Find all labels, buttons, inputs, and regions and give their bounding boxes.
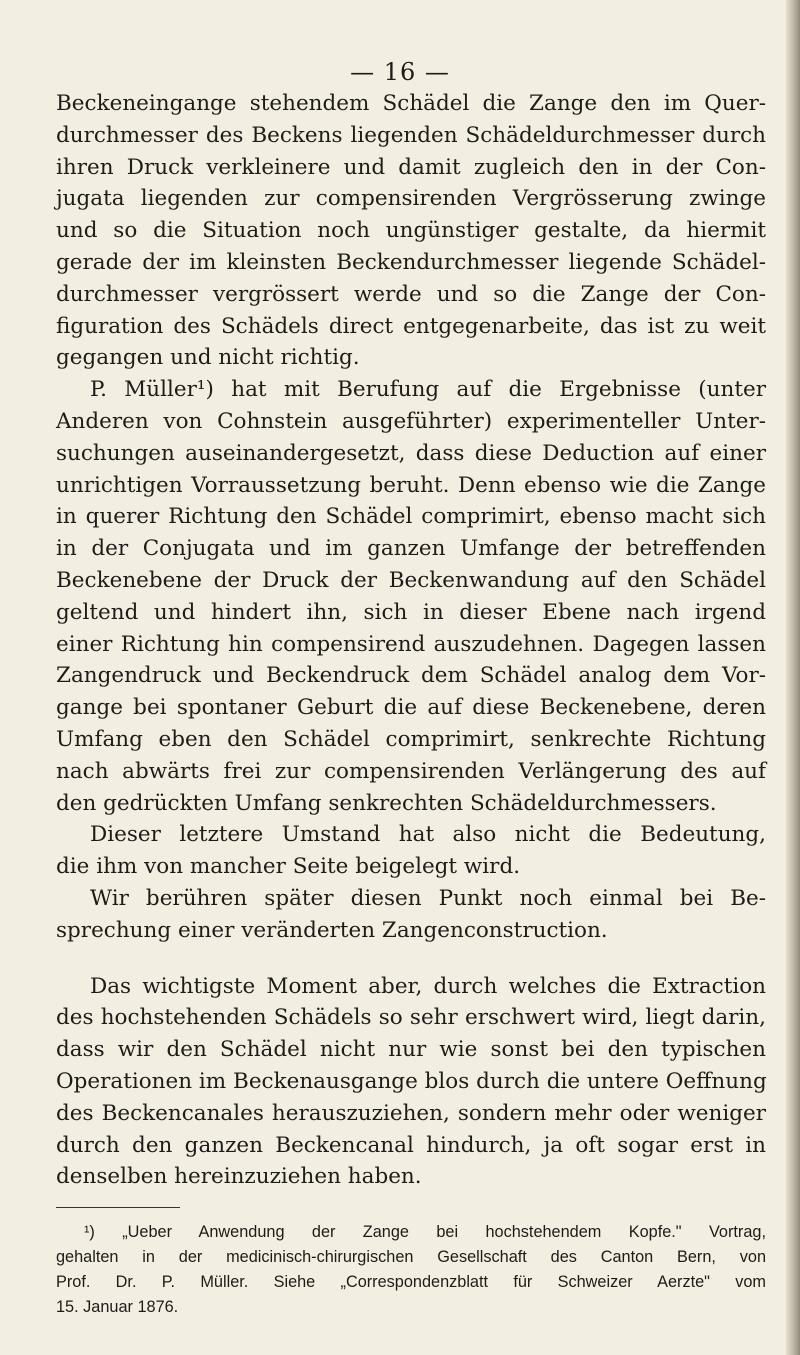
text-line: des hochstehenden Schädels so sehr erschwert wird, liegt darin, (56, 1005, 766, 1031)
paragraph-gap (56, 947, 766, 971)
text-line: den gedrückten Umfang senkrechten Schädeldurchmessers. (56, 790, 717, 816)
text-line: suchungen auseinandergesetzt, dass diese Deduction auf einer (56, 440, 766, 466)
text-line: dass wir den Schädel nicht nur wie sonst bei den typischen (56, 1037, 766, 1063)
paragraph-1 (56, 88, 766, 374)
text-line: Umfang eben den Schädel comprimirt, senkrechte Richtung (56, 726, 766, 752)
footnote-rule (56, 1207, 180, 1208)
text-line: Beckeneingange stehendem Schädel die Zange den im Quer- (56, 91, 766, 116)
text-line: ihren Druck verkleinere und damit zugleich den in der Con- (56, 154, 766, 180)
text-line: Anderen von Cohnstein ausgeführter) experimenteller Unter- (56, 408, 766, 434)
text-line: geltend und hindert ihn, sich in dieser Ebene nach irgend (56, 599, 766, 625)
footnote (56, 1220, 766, 1320)
text-line: in der Conjugata und im ganzen Umfange der betreffenden (56, 536, 766, 562)
text-line: gange bei spontaner Geburt die auf diese Beckenebene, deren (56, 695, 766, 721)
text-line: Beckenebene der Druck der Beckenwandung auf den Schädel (56, 567, 766, 593)
text-line: einer Richtung hin compensirend auszudehnen. Dagegen lassen (56, 631, 766, 657)
text-line: durchmesser des Beckens liegenden Schädeldurchmesser durch (56, 122, 766, 148)
page-edge-shadow (786, 0, 800, 1355)
text-line: denselben hereinzuziehen haben. (56, 1164, 422, 1190)
text-line: und so die Situation noch ungünstiger gestalte, da hiermit (56, 218, 766, 244)
text-line: in querer Richtung den Schädel comprimirt, ebenso macht sich (56, 504, 766, 530)
text-line: Das wichtigste Moment aber, durch welches die Extraction (90, 973, 766, 999)
footnote-line: gehalten in der medicinisch-chirurgischen Gesellschaft des Canton Bern, von (56, 1248, 766, 1267)
page-number: — 16 — (350, 58, 450, 86)
text-line: Zangendruck und Beckendruck dem Schädel analog dem Vor- (56, 663, 766, 689)
footnote-line: ¹) „Ueber Anwendung der Zange bei hochstehendem Kopfe." Vortrag, (84, 1223, 766, 1242)
paragraph-4 (56, 883, 766, 947)
footnote-line: Prof. Dr. P. Müller. Siehe „Correspondenzblatt für Schweizer Aerzte" vom (56, 1273, 766, 1292)
text-line: sprechung einer veränderten Zangenconstruction. (56, 917, 608, 943)
paragraph-5 (56, 971, 766, 1194)
page-body (56, 88, 766, 1320)
text-line: unrichtigen Vorraussetzung beruht. Denn ebenso wie die Zange (56, 472, 766, 498)
text-line: jugata liegenden zur compensirenden Vergrösserung zwinge (56, 186, 766, 212)
text-line: durch den ganzen Beckencanal hindurch, ja oft sogar erst in (56, 1132, 766, 1158)
text-line: Operationen im Beckenausgange blos durch die untere Oeffnung (56, 1068, 767, 1094)
footnote-line: 15. Januar 1876. (56, 1298, 179, 1317)
text-line: gegangen und nicht richtig. (56, 345, 360, 371)
paragraph-3 (56, 819, 766, 883)
text-line: P. Müller¹) hat mit Berufung auf die Ergebnisse (unter (90, 377, 766, 403)
text-line: Dieser letztere Umstand hat also nicht die Bedeutung, (90, 822, 766, 848)
text-line: die ihm von mancher Seite beigelegt wird. (56, 854, 521, 880)
paragraph-2 (56, 374, 766, 819)
text-line: Wir berühren später diesen Punkt noch einmal bei Be- (90, 885, 766, 911)
text-line: des Beckencanales herauszuziehen, sondern mehr oder weniger (56, 1100, 766, 1126)
text-line: figuration des Schädels direct entgegenarbeite, das ist zu weit (56, 313, 766, 339)
text-line: durchmesser vergrössert werde und so die Zange der Con- (56, 281, 766, 307)
text-line: gerade der im kleinsten Beckendurchmesser liegende Schädel- (56, 249, 766, 275)
text-line: nach abwärts frei zur compensirenden Verlängerung des auf (56, 758, 766, 784)
